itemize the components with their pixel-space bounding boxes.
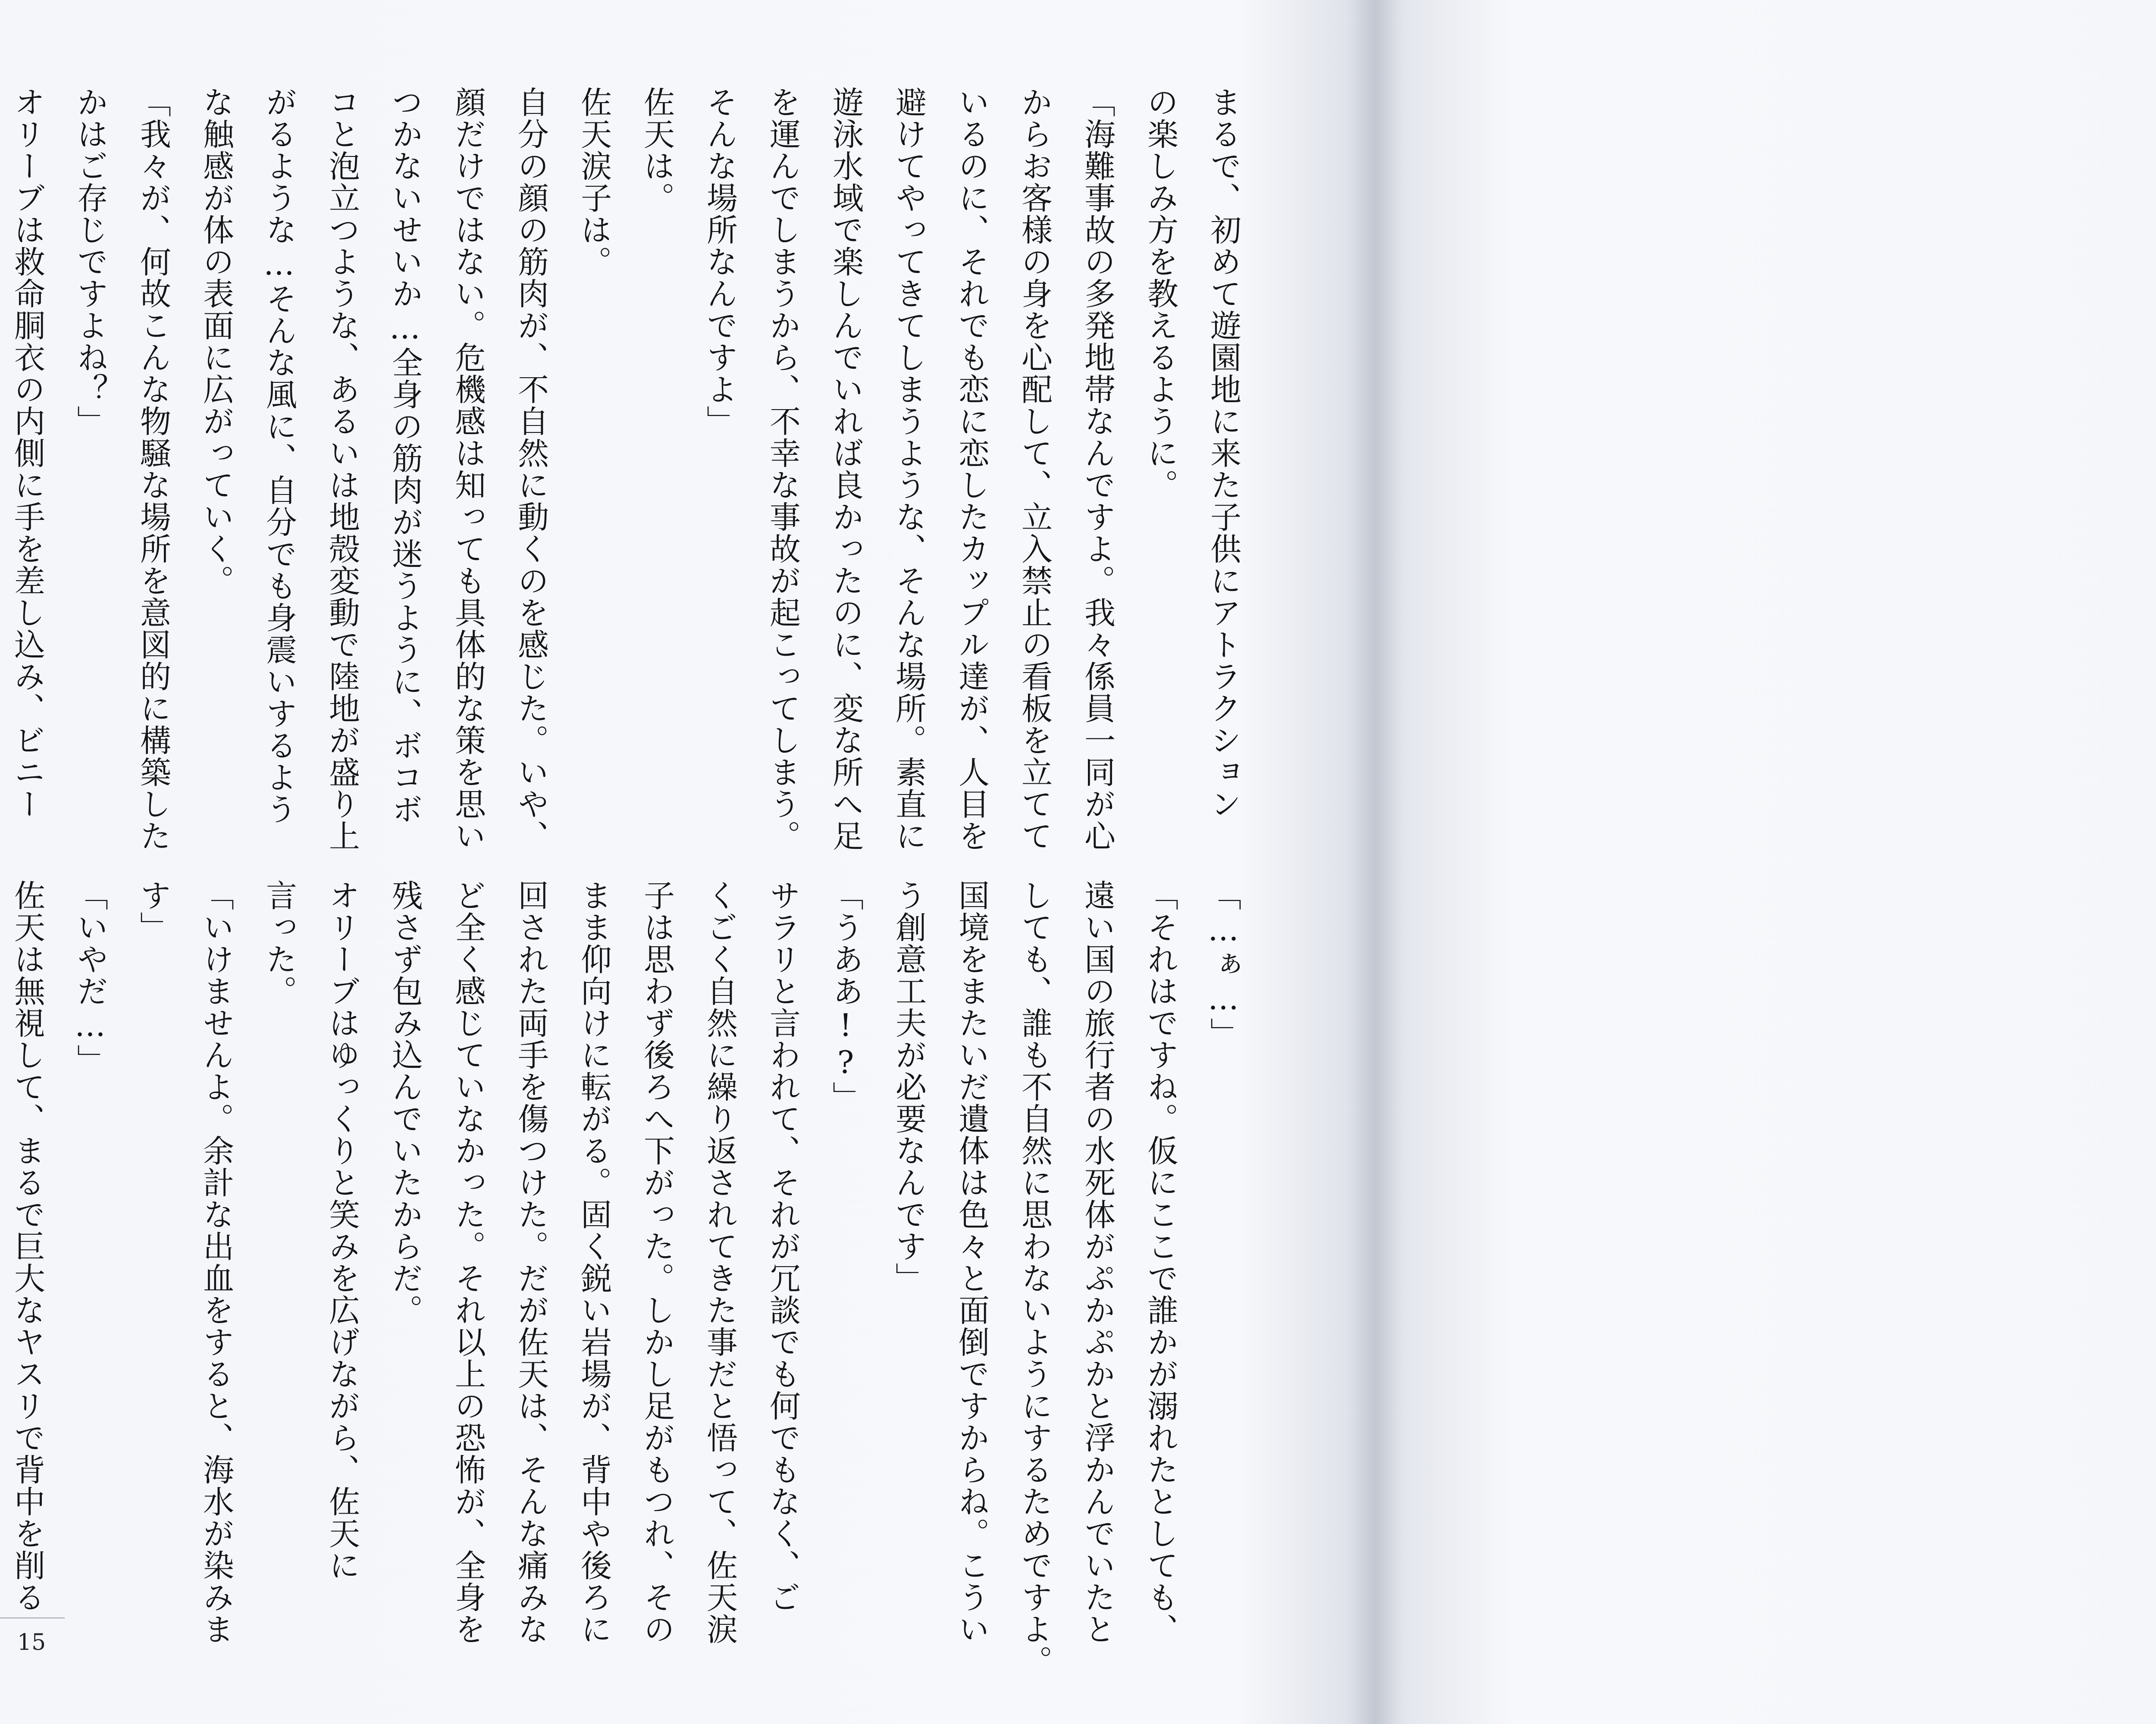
text-column: コと泡立つような、あるいは地殻変動で陸地が盛り上 [324,86,360,852]
text-column: 残さず包み込んでいたからだ。 [387,879,423,1326]
text-column: 顔だけではない。危機感は知っても具体的な策を思い [450,86,486,852]
text-column: 「いやだ…」 [72,879,108,1076]
left-top-text [9,86,1255,852]
text-column: まま仰向けに転がる。固く鋭い岩場が、背中や後ろに [576,879,612,1645]
text-column: す」 [135,879,171,943]
text-column: くごく自然に繰り返されてきた事だと悟って、佐天涙 [702,879,738,1645]
text-column: 佐天は。 [639,86,675,214]
text-column: 「うああ!?」 [827,879,864,1113]
text-column: そんな場所なんですよ」 [702,86,738,437]
text-column: オリーブはゆっくりと笑みを広げながら、佐天に [324,879,360,1581]
text-column: いるのに、それでも恋に恋したカップル達が、人目を [953,86,990,852]
text-column: う創意工夫が必要なんです」 [890,879,927,1294]
text-column: ど全く感じていなかった。それ以上の恐怖が、全身を [450,879,486,1645]
text-column: を運んでしまうから、不幸な事故が起こってしまう。 [765,86,801,852]
text-column: オリーブは救命胴衣の内側に手を差し込み、ビニー [9,86,45,820]
text-column: 「海難事故の多発地帯なんですよ。我々係員一同が心 [1079,86,1116,852]
text-column: 遠い国の旅行者の水死体がぷかぷかと浮かんでいたと [1079,879,1116,1645]
text-column: かはご存じですよね？」 [72,86,108,437]
page-number-left: 15 [17,1630,46,1655]
text-column: 避けてやってきてしまうような、そんな場所。素直に [890,86,927,852]
text-column: の楽しみ方を教えるように。 [1142,86,1178,501]
text-column: サラリと言われて、それが冗談でも何でもなく、ご [765,879,801,1613]
text-column: まるで、初めて遊園地に来た子供にアトラクション [1205,86,1241,820]
text-column: がるような…そんな風に、自分でも身震いするよう [261,86,297,825]
text-column: 佐天は無視して、まるで巨大なヤスリで背中を削る [9,879,45,1613]
text-column: 子は思わず後ろへ下がった。しかし足がもつれ、その [639,879,675,1645]
text-column: 「…ぁ…」 [1205,879,1241,1049]
text-column: 言った。 [261,879,297,1007]
text-column: 回された両手を傷つけた。だが佐天は、そんな痛みな [513,879,549,1645]
text-column: 自分の顔の筋肉が、不自然に動くのを感じた。いや、 [513,86,549,852]
text-column: 遊泳水域で楽しんでいれば良かったのに、変な所へ足 [827,86,864,852]
page-14 [1375,0,2156,1724]
text-column: な触感が体の表面に広がっていく。 [198,86,234,597]
text-column: 「我々が、何故こんな物騒な場所を意図的に構築した [135,86,171,852]
text-column: 佐天涙子は。 [576,86,612,278]
text-column: 「それはですね。仮にここで誰かが溺れたとしても、 [1142,879,1178,1645]
text-column: 「いけませんよ。余計な出血をすると、海水が染みま [198,879,234,1645]
text-column: 国境をまたいだ遺体は色々と面倒ですからね。こうい [953,879,990,1645]
text-column: しても、誰も不自然に思わないようにするためですよ。 [1016,879,1053,1677]
text-column: つかないせいか…全身の筋肉が迷うように、ボコボ [387,86,423,825]
text-column: からお客様の身を心配して、立入禁止の看板を立てて [1016,86,1053,852]
